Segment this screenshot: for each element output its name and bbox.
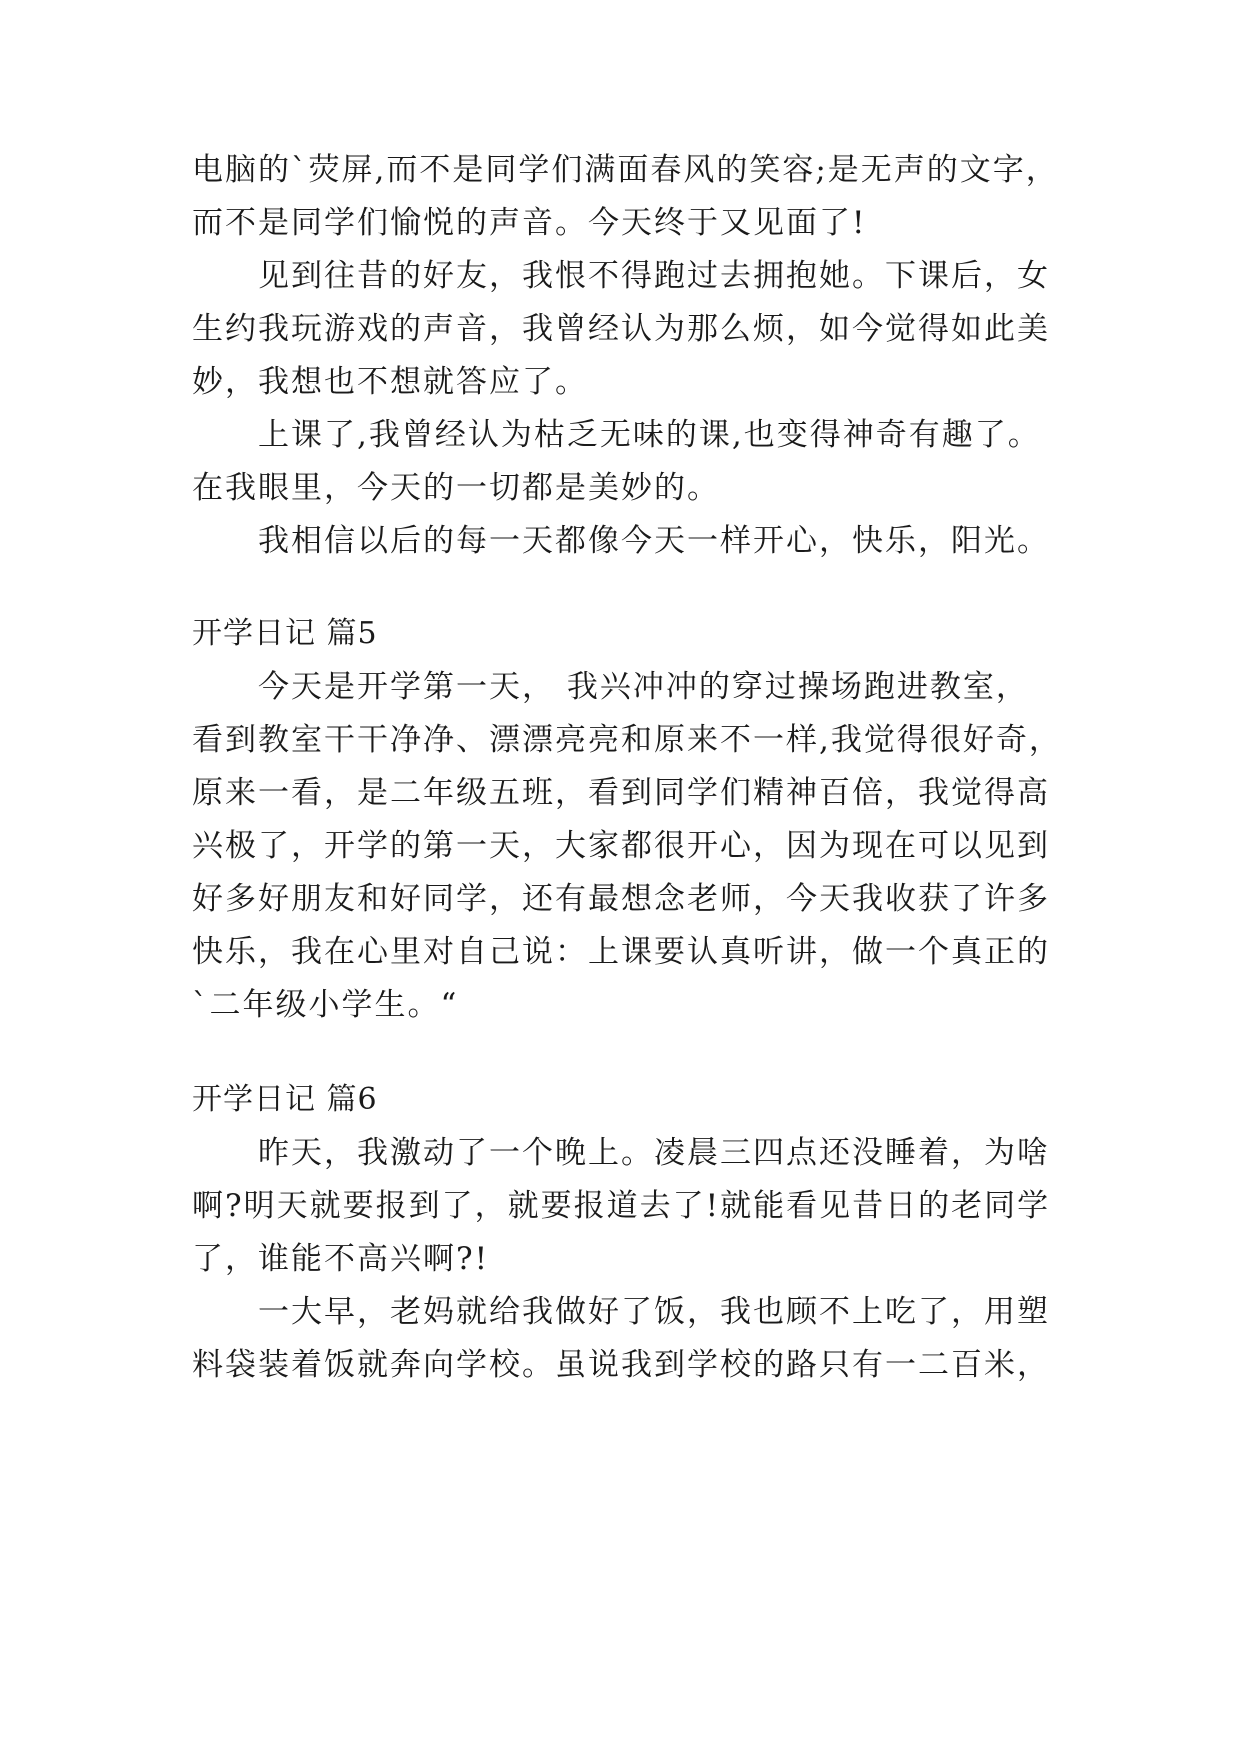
section-heading: 开学日记 篇5 bbox=[192, 616, 378, 651]
paragraph-line: 上课了,我曾经认为枯乏无味的课,也变得神奇有趣了。 bbox=[258, 417, 1041, 453]
paragraph-line: 了，谁能不高兴啊?! bbox=[192, 1241, 490, 1277]
paragraph-line: 而不是同学们愉悦的声音。今天终于又见面了! bbox=[192, 205, 867, 241]
paragraph-line: 料袋装着饭就奔向学校。虽说我到学校的路只有一二百米， bbox=[192, 1347, 1050, 1383]
paragraph-line: 电脑的`荧屏,而不是同学们满面春风的笑容;是无声的文字， bbox=[192, 152, 1059, 188]
paragraph-line: 好多好朋友和好同学，还有最想念老师，今天我收获了许多 bbox=[192, 881, 1050, 917]
paragraph-line: 兴极了，开学的第一天，大家都很开心，因为现在可以见到 bbox=[192, 828, 1050, 864]
paragraph-line: 在我眼里，今天的一切都是美妙的。 bbox=[192, 470, 720, 506]
paragraph-line: 我相信以后的每一天都像今天一样开心，快乐，阳光。 bbox=[258, 523, 1050, 559]
paragraph-line: 啊?明天就要报到了，就要报道去了!就能看见昔日的老同学 bbox=[192, 1188, 1051, 1224]
paragraph-line: 生约我玩游戏的声音，我曾经认为那么烦，如今觉得如此美 bbox=[192, 311, 1050, 347]
paragraph-line: 原来一看，是二年级五班，看到同学们精神百倍，我觉得高 bbox=[192, 775, 1050, 811]
paragraph-line: 昨天，我激动了一个晚上。凌晨三四点还没睡着，为啥 bbox=[258, 1135, 1050, 1171]
section-heading: 开学日记 篇6 bbox=[192, 1082, 378, 1117]
paragraph-line: 妙，我想也不想就答应了。 bbox=[192, 364, 588, 400]
paragraph-line: `二年级小学生。“ bbox=[192, 987, 459, 1023]
paragraph-line: 一大早，老妈就给我做好了饭，我也顾不上吃了，用塑 bbox=[258, 1294, 1050, 1330]
paragraph-line: 见到往昔的好友，我恨不得跑过去拥抱她。下课后，女 bbox=[258, 258, 1050, 294]
paragraph-line: 今天是开学第一天， 我兴冲冲的穿过操场跑进教室， bbox=[258, 669, 1029, 705]
paragraph-line: 快乐，我在心里对自己说：上课要认真听讲，做一个真正的 bbox=[192, 934, 1050, 970]
paragraph-line: 看到教室干干净净、漂漂亮亮和原来不一样,我觉得很好奇， bbox=[192, 722, 1062, 758]
